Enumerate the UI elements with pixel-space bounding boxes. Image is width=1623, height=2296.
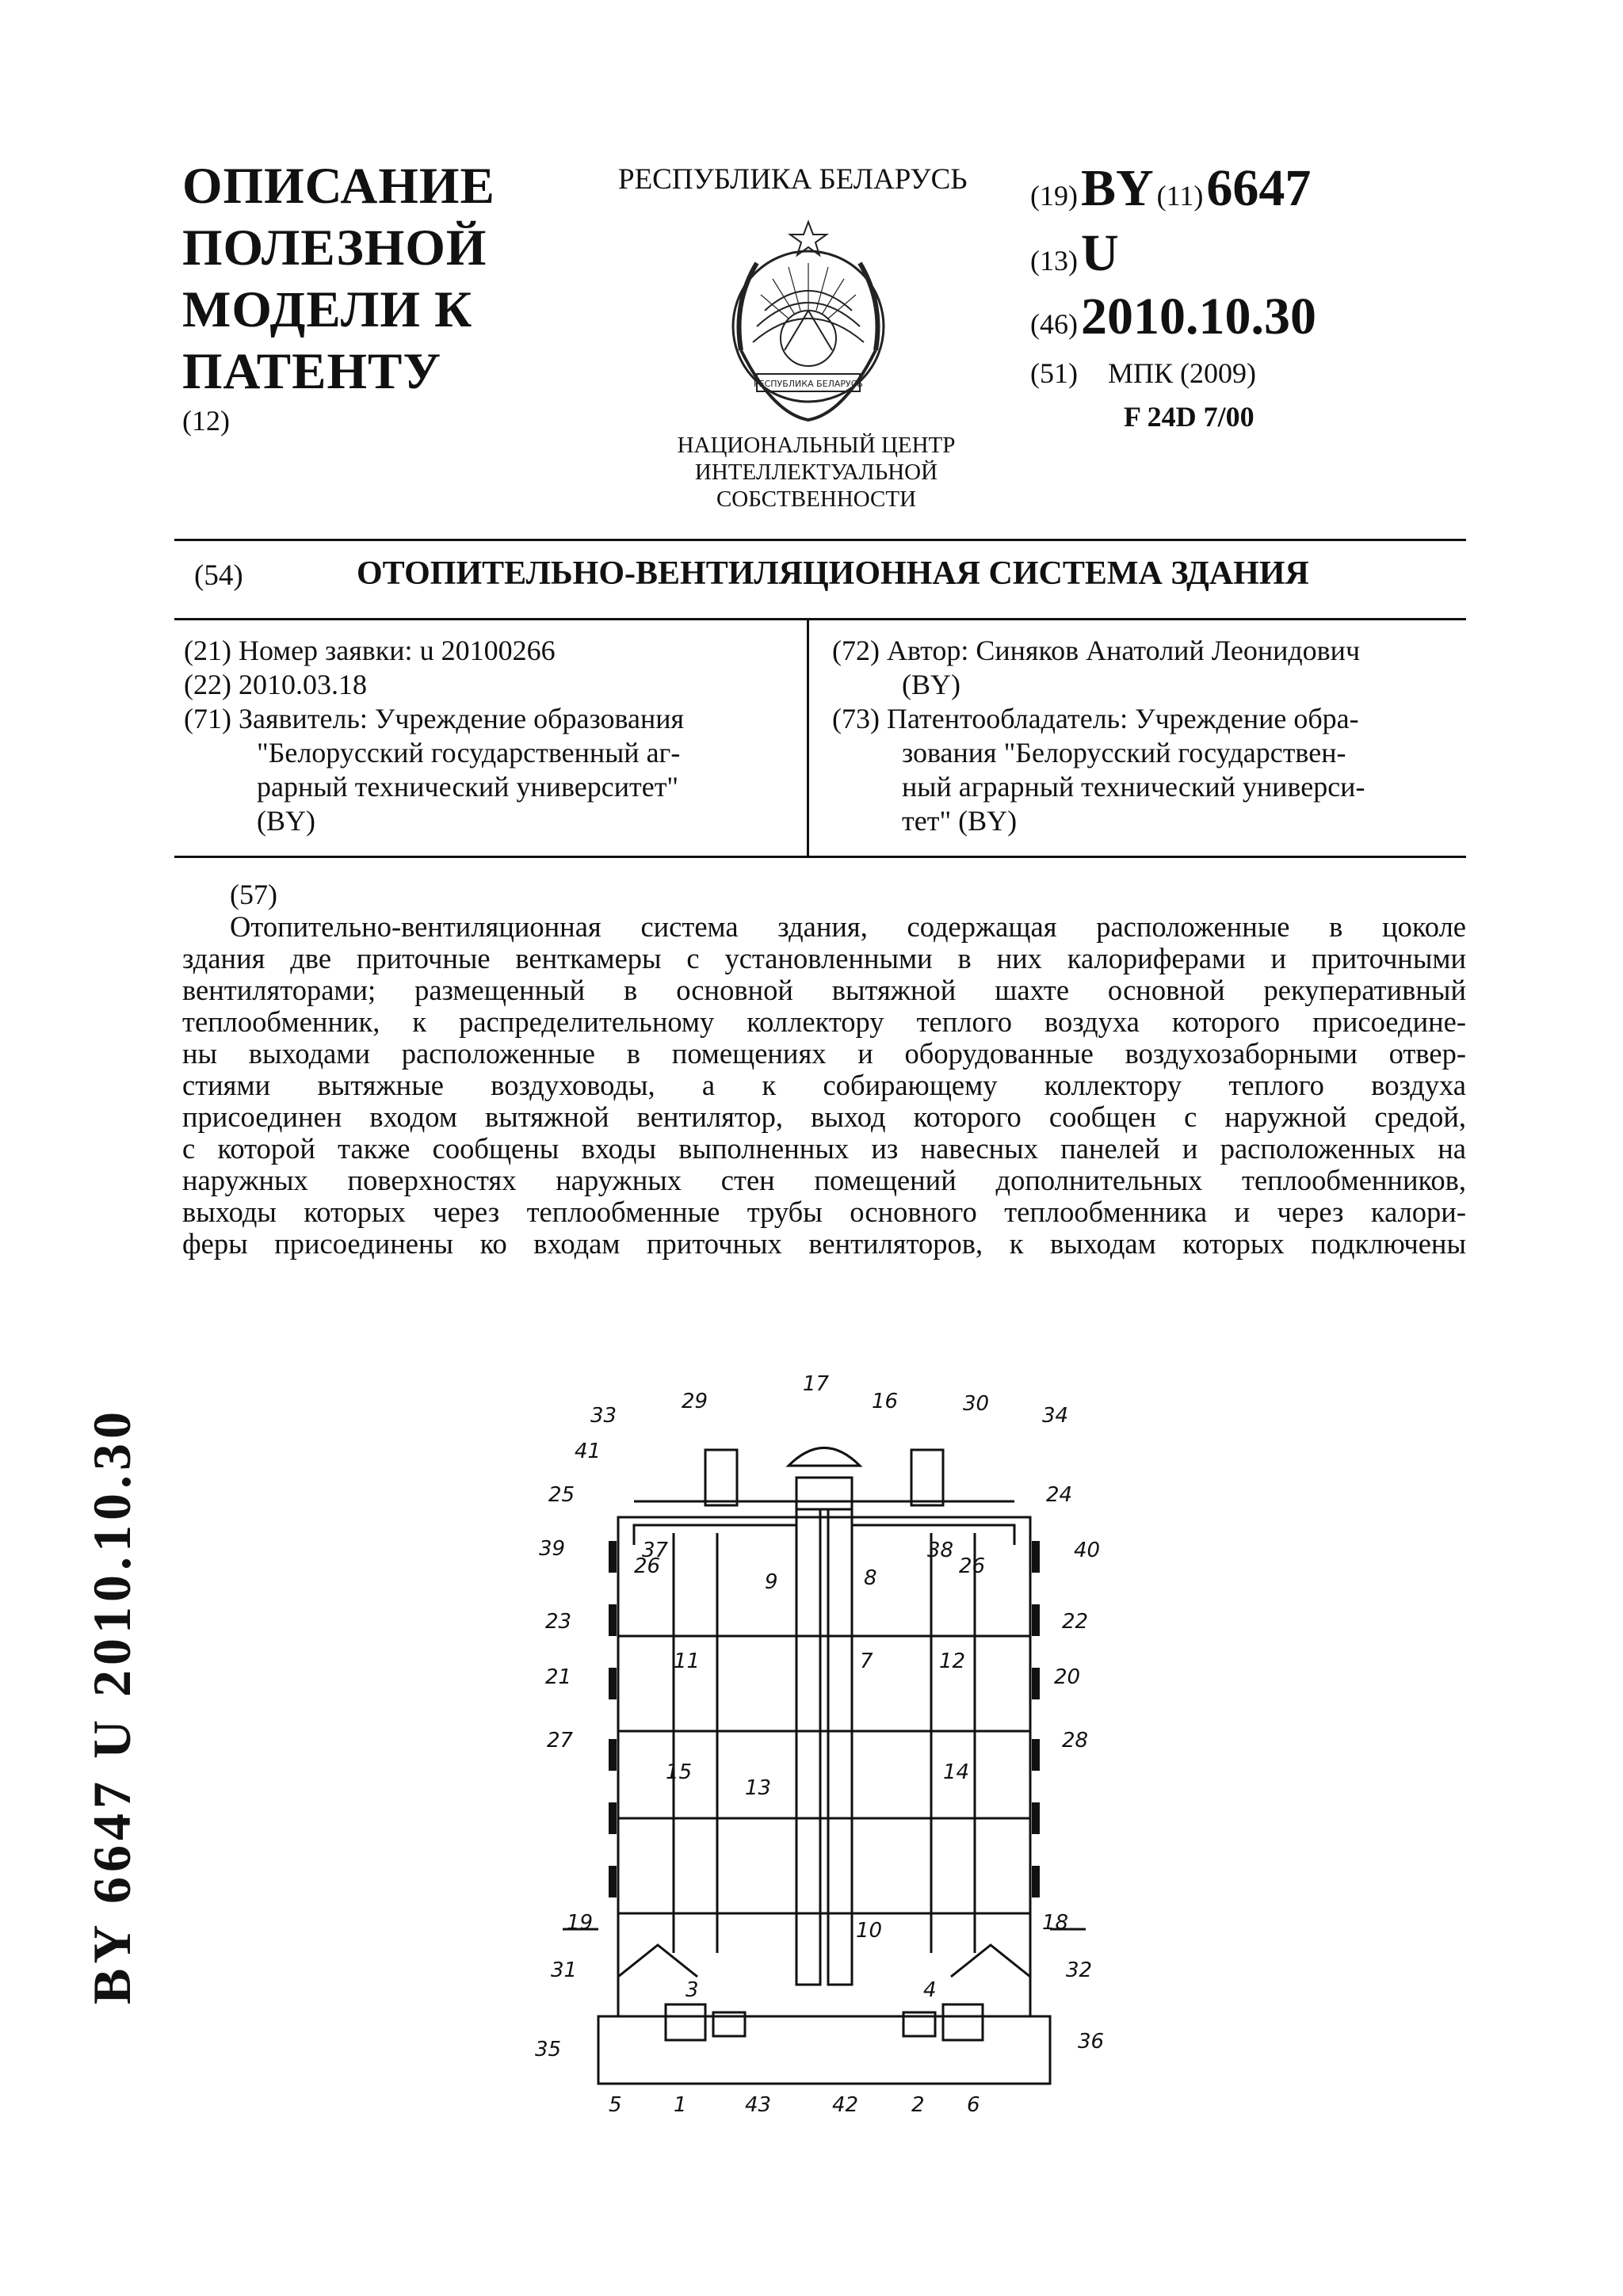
figure-label: 10 bbox=[856, 1919, 883, 1943]
divider-bottom bbox=[174, 856, 1466, 858]
patent-holder-cont: тет" (BY) bbox=[902, 805, 1018, 837]
divider-top bbox=[174, 539, 1466, 541]
abstract-line: здания две приточные венткамеры с установленными в них калориферами и приточными bbox=[182, 942, 1466, 974]
figure-label: 32 bbox=[1066, 1958, 1093, 1982]
filing-date: (22) 2010.03.18 bbox=[184, 669, 367, 700]
abstract-line: вентиляторами; размещенный в основной вытяжной шахте основной рекуперативный bbox=[182, 974, 1466, 1006]
code-57: (57) bbox=[230, 879, 277, 910]
application-number: (21) Номер заявки: u 20100266 bbox=[184, 635, 556, 666]
ipc-class: F 24D 7/00 bbox=[1124, 401, 1254, 433]
patent-holder-cont: ный аграрный технический универси- bbox=[902, 771, 1365, 803]
figure-label: 41 bbox=[575, 1440, 601, 1463]
figure-label: 28 bbox=[1062, 1729, 1089, 1753]
code-54: (54) bbox=[194, 559, 243, 592]
figure-label: 11 bbox=[674, 1650, 701, 1673]
figure-label: 12 bbox=[939, 1650, 966, 1673]
abstract-line: теплообменник, к распределительному коллектору теплого воздуха которого присоедине- bbox=[182, 1005, 1466, 1038]
figure-label: 7 bbox=[860, 1650, 873, 1673]
abstract-line: присоединен входом вытяжной вентилятор, выход которого сообщен с наружной средой, bbox=[182, 1100, 1466, 1133]
abstract-line: Отопительно-вентиляционная система здания, содержащая расположенные в цоколе bbox=[230, 910, 1466, 943]
figure-label: 4 bbox=[923, 1978, 937, 2002]
patent-holder-cont: зования "Белорусский государствен- bbox=[902, 737, 1346, 769]
biblio-right bbox=[832, 634, 1466, 838]
figure-label: 29 bbox=[682, 1390, 708, 1413]
figure-label: 20 bbox=[1054, 1665, 1081, 1689]
title-line: МОДЕЛИ К bbox=[182, 281, 473, 338]
figure-label: 40 bbox=[1074, 1539, 1101, 1562]
figure-label: 1 bbox=[674, 2093, 687, 2117]
abstract-line: феры присоединены ко входам приточных вентиляторов, к выходам которых подключены bbox=[182, 1227, 1466, 1260]
code-51: (51) bbox=[1030, 357, 1078, 389]
publication-date: 2010.10.30 bbox=[1080, 288, 1316, 345]
figure-label: 6 bbox=[967, 2093, 980, 2117]
figure-label: 2 bbox=[911, 2093, 925, 2117]
author: (72) Автор: Синяков Анатолий Леонидович bbox=[832, 635, 1361, 666]
figure-label: 43 bbox=[745, 2093, 772, 2117]
code-12: (12) bbox=[182, 405, 230, 437]
figure-label: 36 bbox=[1078, 2030, 1105, 2054]
author-cont: (BY) bbox=[902, 669, 960, 700]
code-46: (46) bbox=[1030, 308, 1078, 340]
figure-label: 14 bbox=[943, 1760, 970, 1784]
figure-label: 38 bbox=[927, 1539, 954, 1562]
divider-mid bbox=[174, 618, 1466, 620]
divider-vertical bbox=[807, 620, 809, 858]
code-11: (11) bbox=[1156, 180, 1204, 212]
figure-label: 24 bbox=[1046, 1483, 1073, 1507]
republic-name: РЕСПУБЛИКА БЕЛАРУСЬ bbox=[618, 163, 968, 196]
system-schematic-figure bbox=[515, 1375, 1133, 2127]
figure-label: 3 bbox=[685, 1978, 699, 2002]
nc-line: ИНТЕЛЛЕКТУАЛЬНОЙ bbox=[694, 460, 938, 485]
patent-holder: (73) Патентообладатель: Учреждение обра- bbox=[832, 703, 1359, 734]
code-19: (19) bbox=[1030, 180, 1078, 212]
applicant-cont: "Белорусский государственный аг- bbox=[257, 737, 681, 769]
figure-label: 19 bbox=[567, 1911, 594, 1935]
country-code: BY bbox=[1080, 159, 1154, 217]
figure-label: 26 bbox=[959, 1554, 986, 1578]
abstract-line: ны выходами расположенные в помещениях и оборудованные воздухозаборными отвер- bbox=[182, 1037, 1466, 1070]
applicant: (71) Заявитель: Учреждение образования bbox=[184, 703, 685, 734]
figure-label: 22 bbox=[1062, 1610, 1089, 1634]
emblem-ribbon-text: РЕСПУБЛИКА БЕЛАРУСЬ bbox=[754, 379, 863, 389]
title-line: ПАТЕНТУ bbox=[182, 343, 442, 400]
abstract-text bbox=[182, 911, 1466, 1260]
figure-label: 18 bbox=[1042, 1911, 1069, 1935]
abstract-line: с которой также сообщены входы выполненных из навесных панелей и расположенных на bbox=[182, 1132, 1466, 1165]
abstract-line: выходы которых через теплообменные трубы основного теплообменника и через калори- bbox=[182, 1196, 1466, 1228]
figure-label: 31 bbox=[551, 1958, 578, 1982]
title-line: ОПИСАНИЕ bbox=[182, 158, 495, 215]
figure-label: 5 bbox=[609, 2093, 622, 2117]
state-emblem-icon bbox=[709, 215, 907, 429]
figure-label: 15 bbox=[666, 1760, 693, 1784]
figure-label: 13 bbox=[745, 1776, 772, 1800]
figure-label: 25 bbox=[548, 1483, 575, 1507]
invention-title: ОТОПИТЕЛЬНО-ВЕНТИЛЯЦИОННАЯ СИСТЕМА ЗДАНИЯ bbox=[357, 555, 1309, 592]
applicant-cont: (BY) bbox=[257, 805, 315, 837]
figure-label: 30 bbox=[963, 1392, 990, 1416]
figure-label: 8 bbox=[864, 1566, 877, 1590]
abstract bbox=[182, 911, 1466, 1260]
ipc-version: МПК (2009) bbox=[1107, 357, 1256, 389]
abstract-line: стиями вытяжные воздуховоды, а к собирающему коллектору теплого воздуха bbox=[182, 1069, 1466, 1101]
nc-line: НАЦИОНАЛЬНЫЙ ЦЕНТР bbox=[677, 433, 956, 458]
figure-label: 39 bbox=[539, 1537, 566, 1561]
applicant-cont: рарный технический университет" bbox=[257, 771, 679, 803]
figure-label: 21 bbox=[545, 1665, 572, 1689]
side-identifier: BY 6647 U 2010.10.30 bbox=[82, 1406, 142, 2004]
biblio-left bbox=[184, 634, 794, 838]
figure-label: 34 bbox=[1042, 1404, 1069, 1428]
patent-number: 6647 bbox=[1206, 159, 1312, 217]
title-line: ПОЛЕЗНОЙ bbox=[182, 219, 487, 277]
code-13: (13) bbox=[1030, 245, 1078, 277]
document-type-title bbox=[182, 155, 563, 402]
figure-label: 42 bbox=[832, 2093, 859, 2117]
figure-label: 17 bbox=[803, 1375, 830, 1396]
figure-label: 33 bbox=[590, 1404, 617, 1428]
figure-label: 35 bbox=[535, 2038, 562, 2061]
figure-label: 27 bbox=[547, 1729, 574, 1753]
figure-label: 16 bbox=[872, 1390, 899, 1413]
kind-code: U bbox=[1080, 224, 1119, 282]
national-center bbox=[634, 432, 999, 513]
figure-label: 9 bbox=[765, 1570, 778, 1594]
abstract-line: наружных поверхностях наружных стен помещений дополнительных теплообменников, bbox=[182, 1164, 1466, 1196]
figure-label: 37 bbox=[642, 1539, 669, 1562]
figure-label: 23 bbox=[545, 1610, 572, 1634]
figure-label: 26 bbox=[634, 1554, 661, 1578]
nc-line: СОБСТВЕННОСТИ bbox=[716, 486, 917, 512]
